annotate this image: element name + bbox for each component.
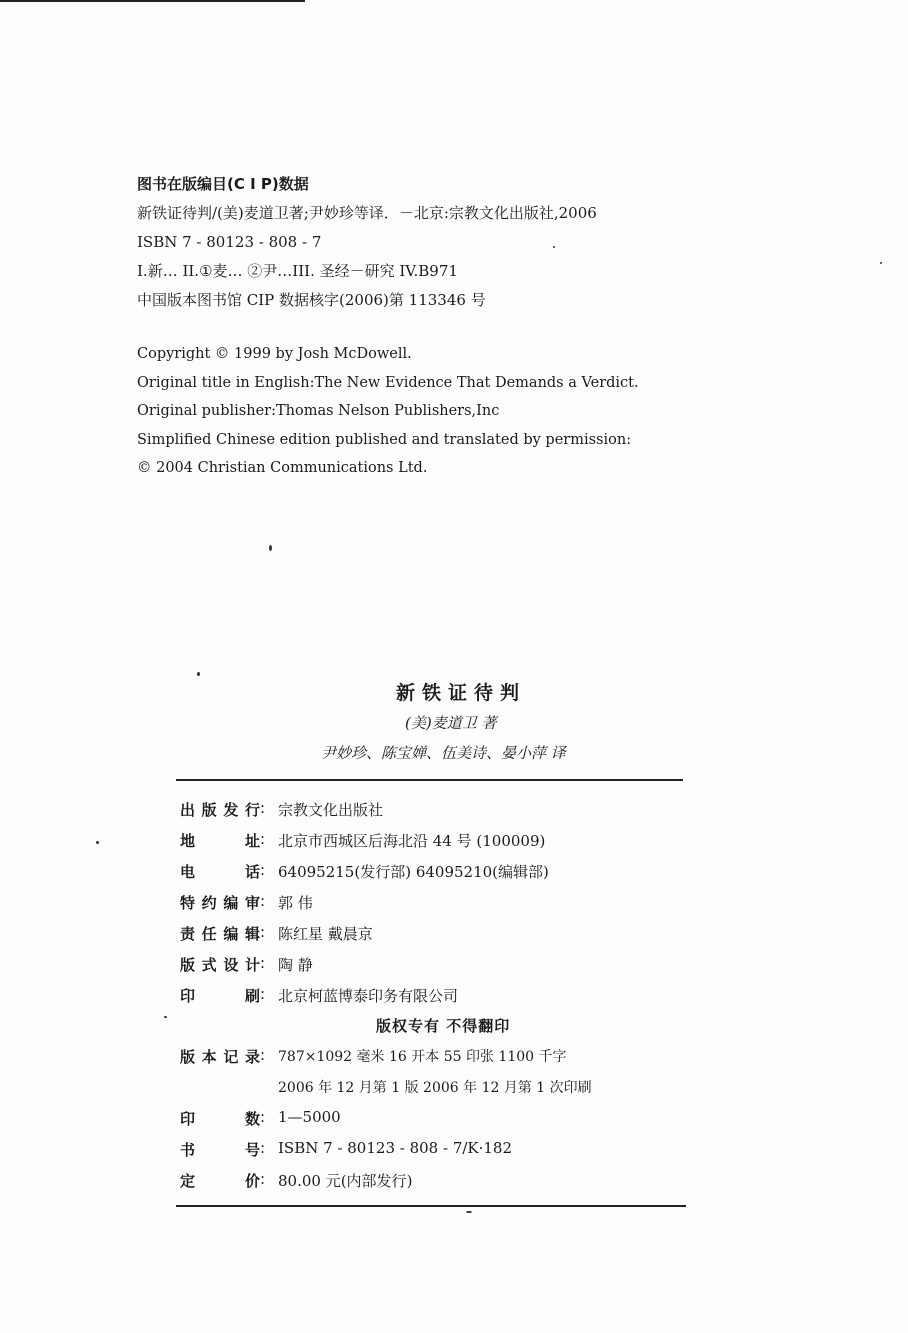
colon: : — [260, 1170, 266, 1188]
publisher-label: 出版发行 — [180, 801, 260, 819]
colon: : — [260, 892, 266, 910]
scan-speck — [880, 262, 882, 264]
edition-value-2: 2006 年 12 月第 1 版 2006 年 12 月第 1 次印刷 — [278, 1080, 592, 1096]
scan-speck — [96, 841, 99, 844]
print-run-label: 印数 — [180, 1110, 260, 1128]
cip-line-isbn: ISBN 7 - 80123 - 808 - 7 — [137, 233, 322, 251]
phone-value: 64095215(发行部) 64095210(编辑部) — [278, 863, 549, 881]
colon: : — [260, 1139, 266, 1157]
scan-speck — [553, 246, 555, 248]
book-number-label: 书号 — [180, 1141, 260, 1159]
chinese-copyright-line: © 2004 Christian Communications Ltd. — [137, 460, 428, 476]
cip-line-record: 中国版本图书馆 CIP 数据核字(2006)第 113346 号 — [137, 291, 486, 309]
phone-label: 电话 — [180, 863, 260, 881]
price-value: 80.00 元(内部发行) — [278, 1172, 413, 1190]
colon: : — [260, 1108, 266, 1126]
colon: : — [260, 985, 266, 1003]
publisher-value: 宗教文化出版社 — [278, 801, 384, 819]
address-label: 地址 — [180, 832, 260, 850]
colon: : — [260, 799, 266, 817]
edition-value-1: 787×1092 毫米 16 开本 55 印张 1100 千字 — [278, 1049, 567, 1065]
copyright-line: Copyright © 1999 by Josh McDowell. — [137, 346, 412, 362]
top-rule — [176, 779, 683, 781]
rights-note: 版权专有 不得翻印 — [376, 1017, 511, 1035]
book-translators: 尹妙珍、陈宝婵、伍美诗、晏小萍 译 — [321, 744, 566, 762]
cip-line-classification: I.新… II.①麦… ②尹…III. 圣经－研究 IV.B971 — [137, 262, 458, 280]
scan-speck — [269, 545, 272, 551]
edition-label: 版本记录 — [180, 1048, 260, 1066]
colon: : — [260, 954, 266, 972]
designer-value: 陶 静 — [278, 956, 313, 974]
scan-speck — [466, 1211, 472, 1213]
permission-line: Simplified Chinese edition published and translated by permission: — [137, 431, 632, 448]
editor-label: 责任编辑 — [180, 925, 260, 943]
book-title: 新铁证待判 — [396, 682, 527, 704]
editor-value: 陈红星 戴晨京 — [278, 925, 373, 943]
colon: : — [260, 1046, 266, 1064]
cip-line-title: 新铁证待判/(美)麦道卫著;尹妙珍等译．－北京:宗教文化出版社,2006 — [137, 204, 597, 222]
colon: : — [260, 830, 266, 848]
special-editor-value: 郭 伟 — [278, 894, 313, 912]
price-label: 定价 — [180, 1172, 260, 1190]
print-run-value: 1—5000 — [278, 1108, 341, 1126]
colon: : — [260, 923, 266, 941]
scan-speck — [164, 1016, 167, 1018]
bottom-rule — [176, 1205, 686, 1207]
cip-heading: 图书在版编目(C I P)数据 — [137, 175, 309, 193]
scan-speck — [197, 672, 200, 676]
printer-label: 印刷 — [180, 987, 260, 1005]
cip-block — [137, 170, 597, 315]
printer-value: 北京柯蓝博泰印务有限公司 — [278, 987, 459, 1005]
original-publisher-line: Original publisher:Thomas Nelson Publishers,Inc — [137, 403, 500, 419]
book-author: (美)麦道卫 著 — [405, 714, 497, 732]
designer-label: 版式设计 — [180, 956, 260, 974]
copyright-block — [137, 340, 639, 483]
address-value: 北京市西城区后海北沿 44 号 (100009) — [278, 832, 546, 850]
colon: : — [260, 861, 266, 879]
special-editor-label: 特约编审 — [180, 894, 260, 912]
book-number-value: ISBN 7 - 80123 - 808 - 7/K·182 — [278, 1139, 513, 1157]
original-title-line: Original title in English:The New Evidence That Demands a Verdict. — [137, 374, 639, 391]
top-edge-line — [0, 0, 305, 2]
